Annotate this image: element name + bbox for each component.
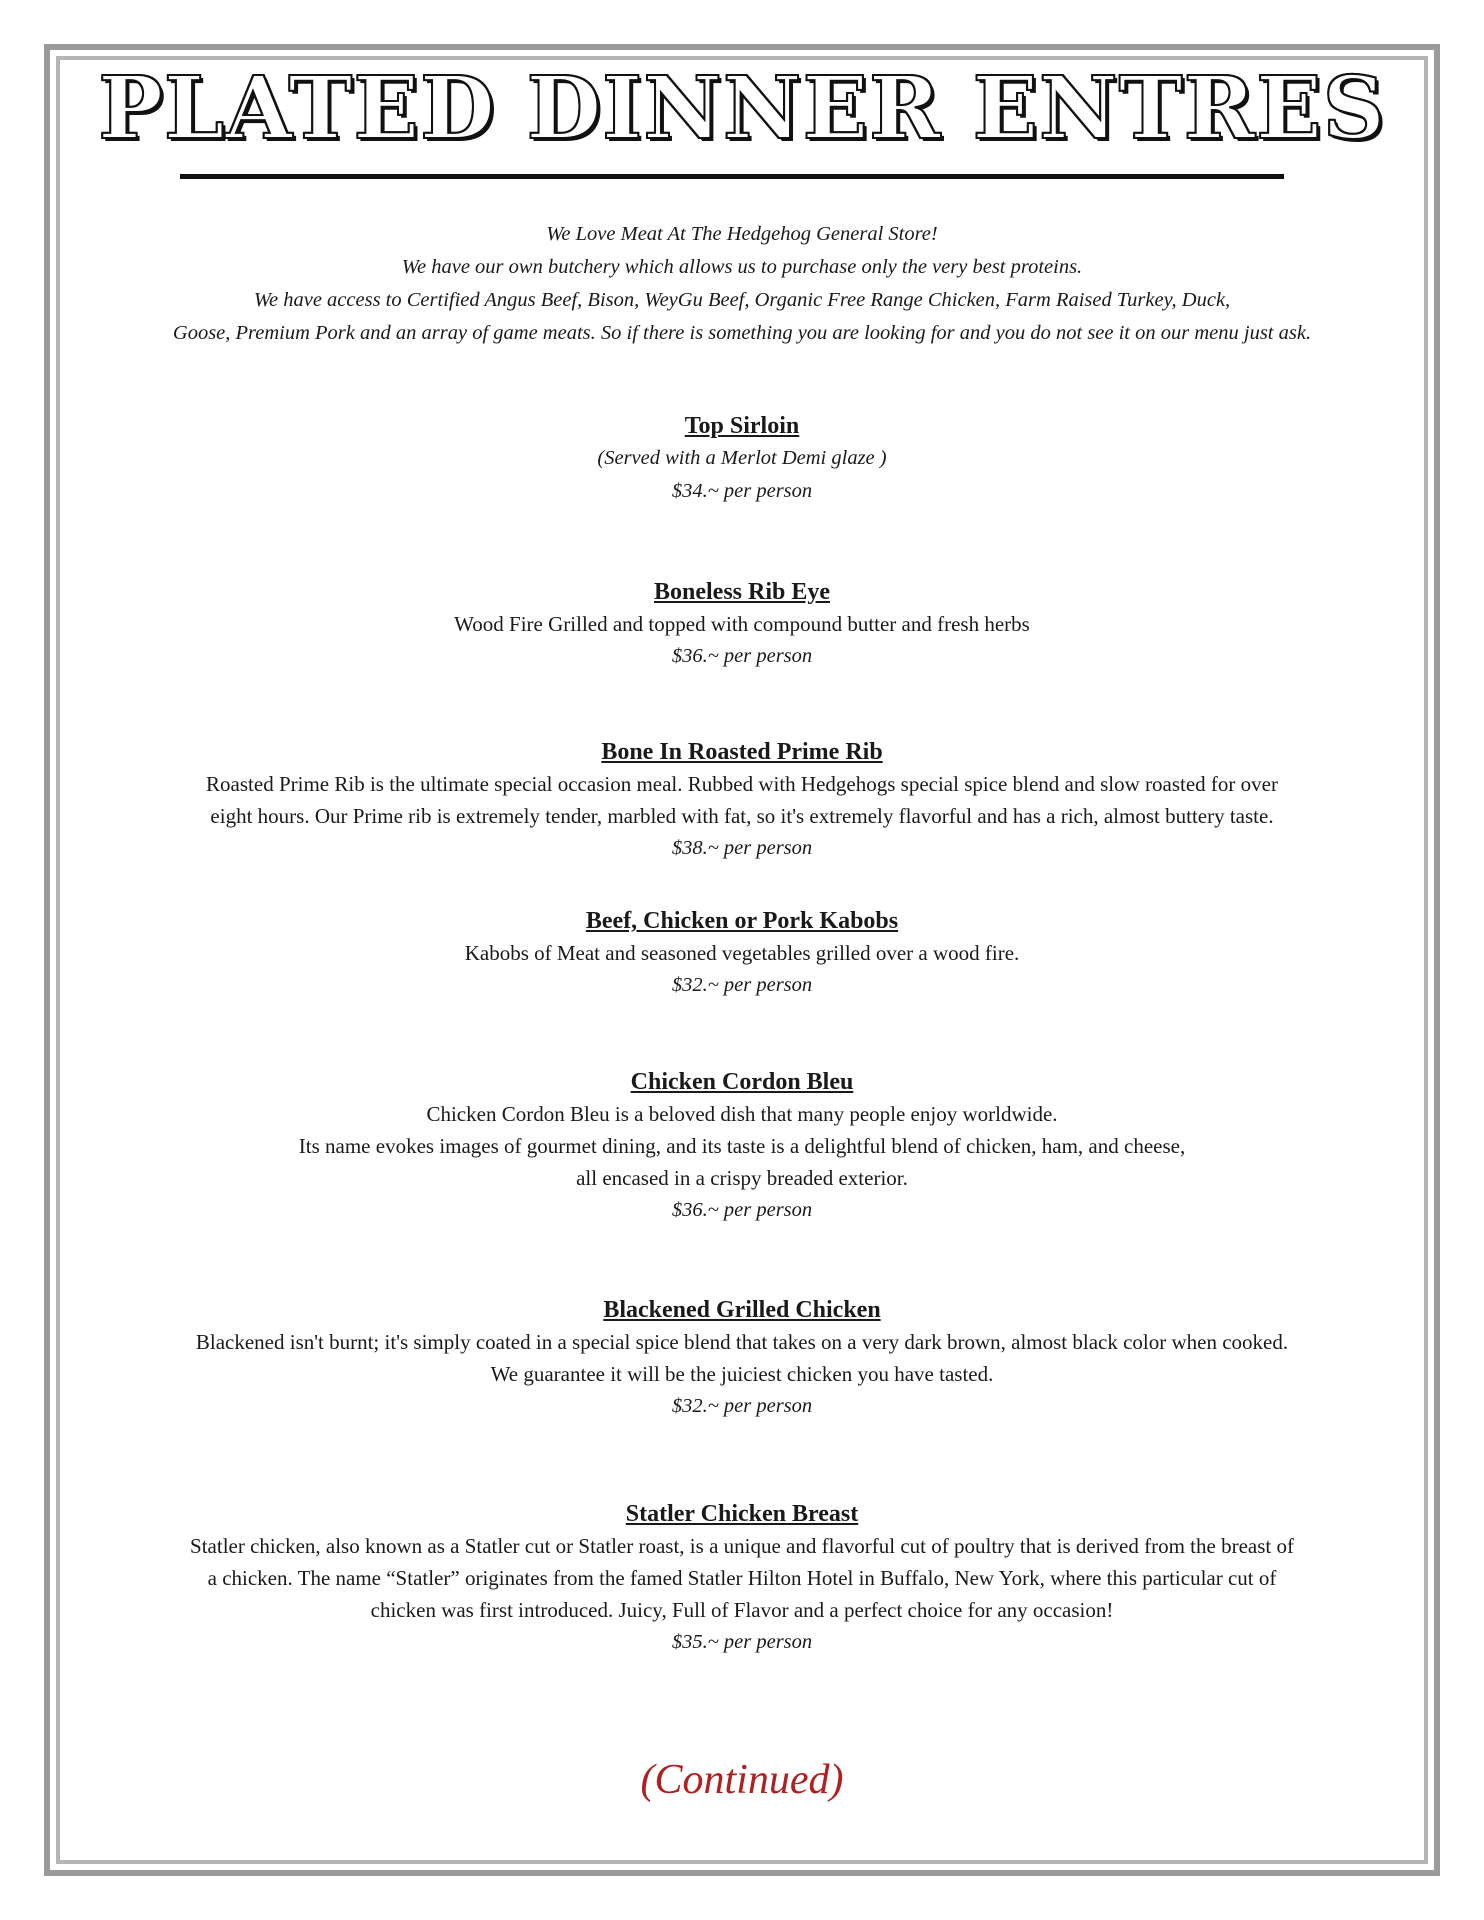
continued-label: (Continued) [640,1757,844,1803]
menu-item-description: all encased in a crispy breaded exterior. [576,1166,908,1190]
intro-line: We have access to Certified Angus Beef, Bison, WeyGu Beef, Organic Free Range Chicken, Farm Raised Turkey, Duck, [253,289,1231,311]
title-underline [180,174,1284,179]
menu-item-description: Statler chicken, also known as a Statler cut or Statler roast, is a unique and flavorful cut of poultry that is derived from the breast of [190,1534,1294,1558]
intro-line: We have our own butchery which allows us to purchase only the very best proteins. [401,256,1083,278]
menu-item-description: chicken was first introduced. Juicy, Full of Flavor and a perfect choice for any occasion! [370,1598,1114,1622]
menu-item-description: Roasted Prime Rib is the ultimate special occasion meal. Rubbed with Hedgehogs special spice blend and slow roasted for over [206,772,1278,796]
menu-item-price: $38.~ per person [671,837,813,859]
menu-item-name: Bone In Roasted Prime Rib [601,739,883,765]
menu-item-description: Kabobs of Meat and seasoned vegetables grilled over a wood fire. [464,941,1020,965]
intro-line: We Love Meat At The Hedgehog General Store! [546,223,938,245]
menu-item-description: Wood Fire Grilled and topped with compound butter and fresh herbs [454,612,1030,636]
menu-item-description: Blackened isn't burnt; it's simply coated in a special spice blend that takes on a very dark brown, almost black color when cooked. [195,1330,1289,1354]
menu-item-description: Chicken Cordon Bleu is a beloved dish that many people enjoy worldwide. [426,1102,1058,1126]
menu-item-prime-rib [90,736,1394,865]
menu-item-name: Blackened Grilled Chicken [603,1297,881,1323]
menu-item-kabobs [90,905,1394,1002]
intro-text [60,218,1424,350]
menu-item-description: a chicken. The name “Statler” originates from the famed Statler Hilton Hotel in Buffalo, New York, where this particular cut of [207,1566,1277,1590]
menu-item-name: Boneless Rib Eye [653,579,830,605]
menu-item-price: $36.~ per person [671,645,813,667]
menu-item-price: $36.~ per person [671,1199,813,1221]
menu-item-boneless-rib-eye [90,576,1394,673]
menu-item-top-sirloin [90,410,1394,508]
menu-item-name: Chicken Cordon Bleu [630,1069,854,1095]
menu-item-chicken-cordon-bleu [90,1066,1394,1227]
menu-item-price: $35.~ per person [671,1631,813,1653]
menu-item-statler-chicken [90,1498,1394,1659]
menu-item-name: Top Sirloin [684,413,800,439]
menu-item-description: We guarantee it will be the juiciest chicken you have tasted. [490,1362,994,1386]
menu-item-name: Beef, Chicken or Pork Kabobs [585,908,899,934]
menu-item-price: $34.~ per person [671,480,813,502]
menu-item-price: $32.~ per person [671,1395,813,1417]
intro-line: Goose, Premium Pork and an array of game meats. So if there is something you are looking for and you do not see it on our menu just ask. [172,322,1312,344]
menu-item-blackened-chicken [90,1294,1394,1423]
menu-item-note: (Served with a Merlot Demi glaze ) [597,447,887,469]
menu-item-description: Its name evokes images of gourmet dining, and its taste is a delightful blend of chicken, ham, and cheese, [298,1134,1186,1158]
page-title: PLATED DINNER ENTRES [98,58,1386,159]
menu-item-name: Statler Chicken Breast [625,1501,859,1527]
menu-item-description: eight hours. Our Prime rib is extremely tender, marbled with fat, so it's extremely flavorful and has a rich, almost buttery taste. [210,804,1274,828]
menu-item-price: $32.~ per person [671,974,813,996]
